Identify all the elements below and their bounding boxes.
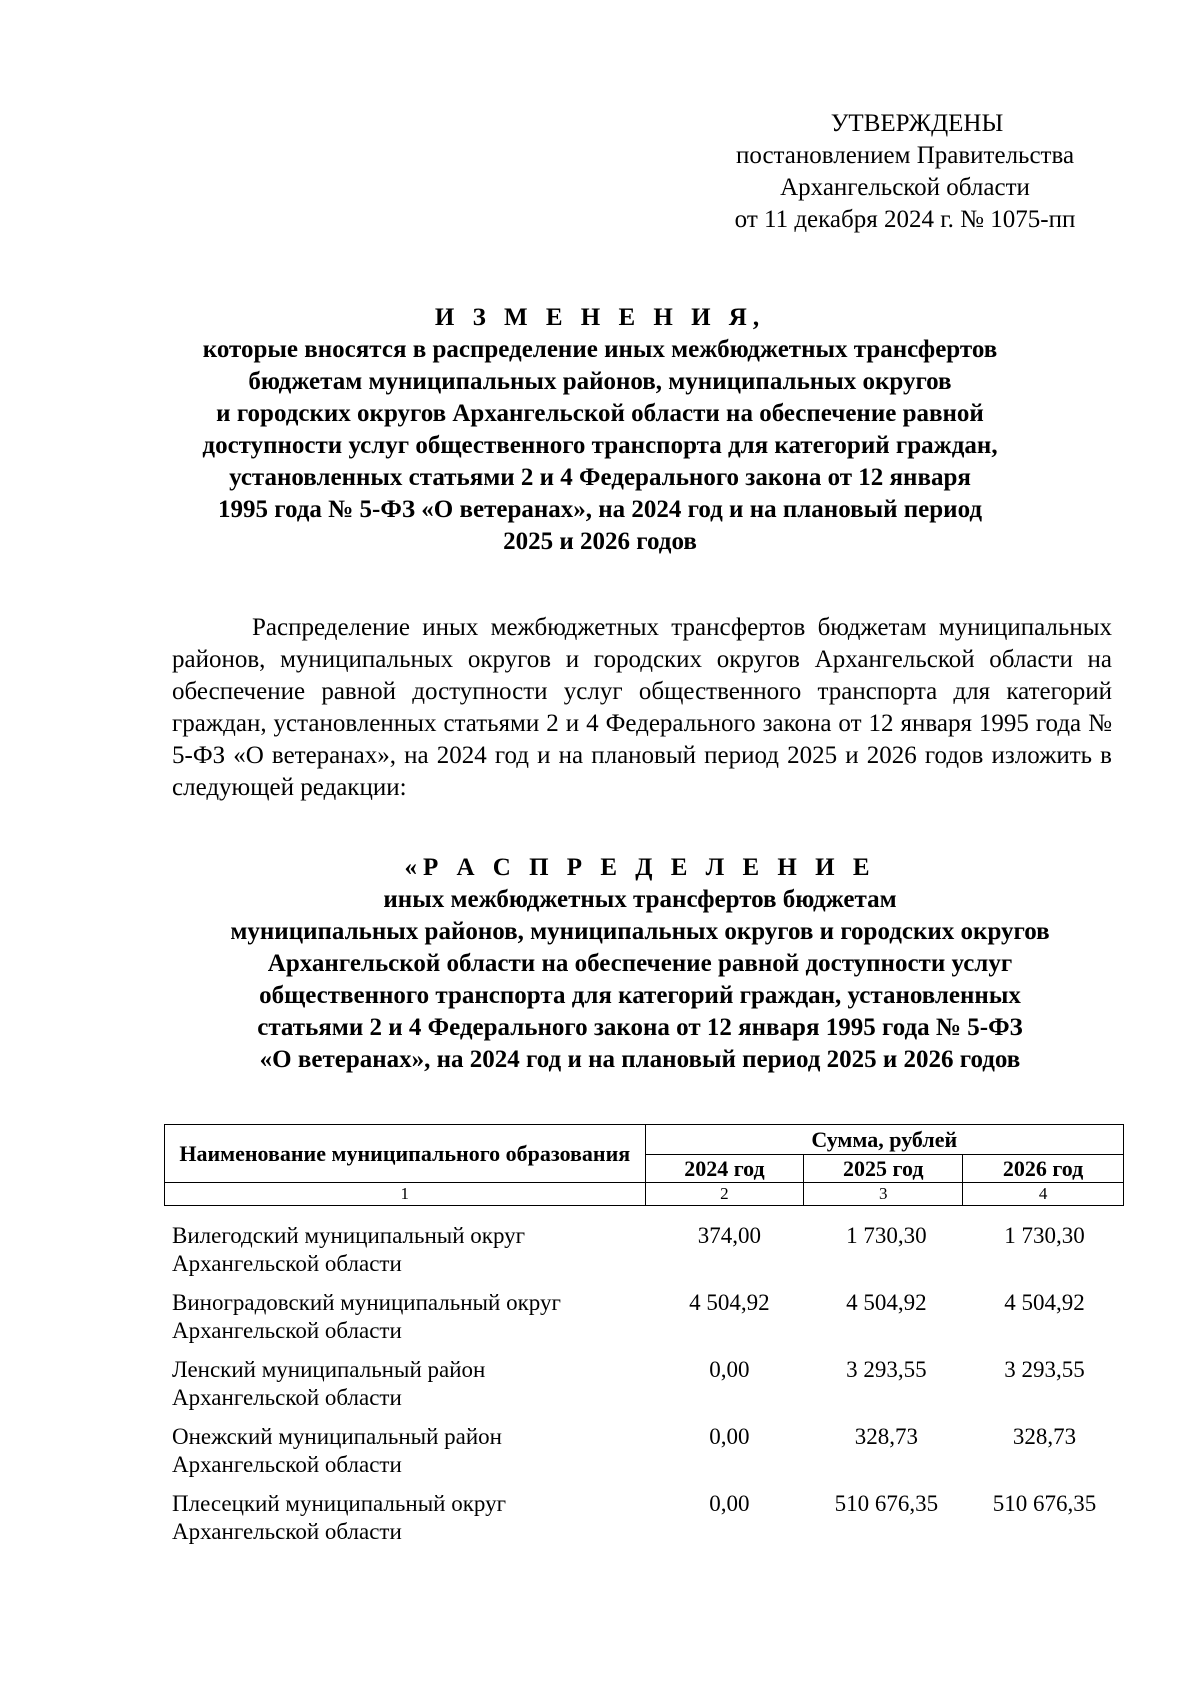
municipality-name-line: Плесецкий муниципальный округ	[172, 1491, 507, 1516]
table-row	[164, 1423, 1124, 1490]
distribution-heading: «Р А С П Р Е Д Е Л Е Н И Е	[404, 854, 876, 881]
value-2026: 4 504,92	[1004, 1290, 1085, 1315]
municipality-region-line: Архангельской области	[172, 1452, 402, 1477]
header-name: Наименование муниципального образования	[179, 1140, 631, 1166]
table-body	[164, 1222, 1124, 1557]
header-name-cell	[165, 1125, 646, 1183]
municipality-name-line: Ленский муниципальный район	[172, 1357, 486, 1382]
value-2025: 510 676,35	[834, 1491, 939, 1516]
municipality-name	[164, 1423, 651, 1490]
municipality-region-line: Архангельской области	[172, 1519, 402, 1544]
value-2024: 374,00	[697, 1223, 761, 1248]
column-number: 3	[804, 1183, 963, 1206]
value-2024: 4 504,92	[689, 1290, 770, 1315]
municipality-name-line: Онежский муниципальный район	[172, 1424, 502, 1449]
header-year-2024: 2024 год	[645, 1155, 804, 1183]
municipality-name-line: Виноградовский муниципальный округ	[172, 1290, 561, 1315]
municipality-name-line: Вилегодский муниципальный округ	[172, 1223, 526, 1248]
municipality-region-line: Архангельской области	[172, 1385, 402, 1410]
table-row	[164, 1289, 1124, 1356]
changes-heading: И З М Е Н Е Н И Я,	[434, 304, 766, 331]
body-paragraph: Распределение иных межбюджетных трансфертов бюджетам муниципальных районов, муниципальных округов и городских округов Архангельской области на обеспечение равной доступности услуг общественного транспорта для категорий граждан, установленных статьями 2 и 4 Федерального закона от 12 января 1995 года № 5-ФЗ «О ветеранах», на 2024 год и на плановый период 2025 и 2026 годов изложить в следующей редакции:	[172, 614, 1112, 801]
distribution-line: Архангельской области на обеспечение равной доступности услуг	[267, 950, 1013, 977]
title-line: доступности услуг общественного транспорта для категорий граждан,	[202, 432, 998, 459]
municipality-name	[164, 1289, 651, 1356]
value-2026: 510 676,35	[992, 1491, 1097, 1516]
municipality-name	[164, 1490, 651, 1557]
approval-line: Архангельской области	[780, 174, 1030, 201]
distribution-line: общественного транспорта для категорий граждан, установленных	[259, 982, 1021, 1009]
column-number: 1	[165, 1183, 646, 1206]
value-2024: 0,00	[709, 1424, 750, 1449]
approval-line: постановлением Правительства	[735, 142, 1075, 169]
approval-date: от 11 декабря 2024 г. № 1075-пп	[734, 206, 1076, 233]
municipality-name	[164, 1222, 651, 1289]
title-line: и городских округов Архангельской области на обеспечение равной	[216, 400, 984, 427]
municipality-name	[164, 1356, 651, 1423]
column-number: 2	[645, 1183, 804, 1206]
table-row	[164, 1222, 1124, 1289]
header-year-2025: 2025 год	[804, 1155, 963, 1183]
municipality-region-line: Архангельской области	[172, 1318, 402, 1343]
value-2024: 0,00	[709, 1357, 750, 1382]
table-header	[164, 1124, 1124, 1206]
header-sum: Сумма, рублей	[645, 1125, 1123, 1155]
header-year-2026: 2026 год	[963, 1155, 1124, 1183]
distribution-line: статьями 2 и 4 Федерального закона от 12 января 1995 года № 5-ФЗ	[257, 1014, 1023, 1041]
value-2025: 3 293,55	[846, 1357, 927, 1382]
distribution-title	[160, 852, 1120, 1076]
title-line: 2025 и 2026 годов	[503, 528, 697, 555]
value-2025: 328,73	[854, 1424, 919, 1449]
title-line: установленных статьями 2 и 4 Федерального закона от 12 января	[229, 464, 971, 491]
distribution-line: муниципальных районов, муниципальных округов и городских округов	[230, 918, 1050, 945]
approval-stamp	[700, 108, 1110, 236]
value-2024: 0,00	[709, 1491, 750, 1516]
value-2025: 4 504,92	[846, 1290, 927, 1315]
changes-title	[140, 302, 1060, 558]
title-line: бюджетам муниципальных районов, муниципальных округов	[248, 368, 952, 395]
table-row	[164, 1490, 1124, 1557]
value-2026: 3 293,55	[1004, 1357, 1085, 1382]
distribution-line: «О ветеранах», на 2024 год и на плановый период 2025 и 2026 годов	[259, 1046, 1021, 1073]
title-line: 1995 года № 5-ФЗ «О ветеранах», на 2024 год и на плановый период	[218, 496, 982, 523]
table-row	[164, 1356, 1124, 1423]
municipality-region-line: Архангельской области	[172, 1251, 402, 1276]
value-2025: 1 730,30	[846, 1223, 927, 1248]
column-number: 4	[963, 1183, 1124, 1206]
value-2026: 1 730,30	[1004, 1223, 1085, 1248]
distribution-line: иных межбюджетных трансфертов бюджетам	[383, 886, 897, 913]
title-line: которые вносятся в распределение иных межбюджетных трансфертов	[202, 336, 998, 363]
approval-heading: УТВЕРЖДЕНЫ	[830, 110, 1004, 137]
value-2026: 328,73	[1012, 1424, 1077, 1449]
